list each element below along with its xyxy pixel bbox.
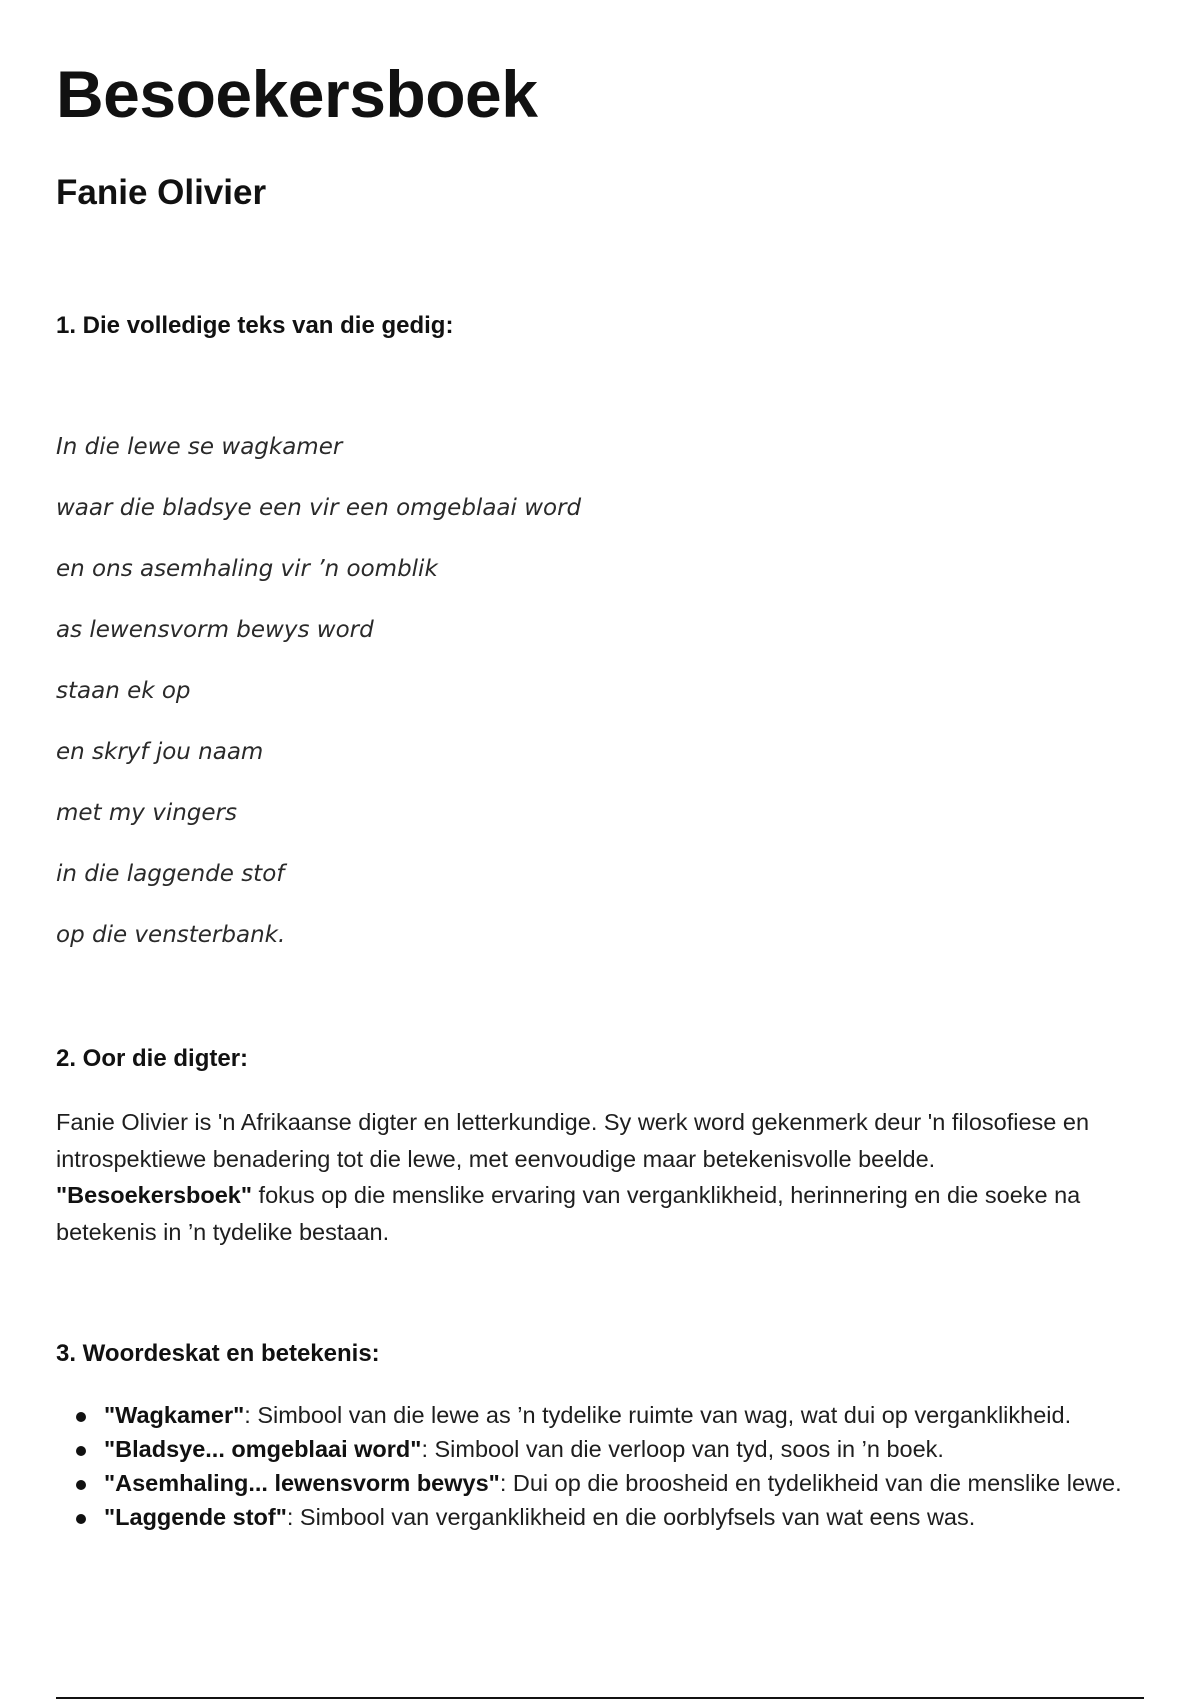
list-item [56,1432,1144,1466]
vocab-meaning: : Dui op die broosheid en tydelikheid van die menslike lewe. [499,1470,1122,1496]
bio-poem-title: "Besoekersboek" [56,1182,253,1208]
vocab-term: "Wagkamer" [104,1402,245,1428]
poem-line: waar die bladsye een vir een omgeblaai word [56,495,582,521]
vocabulary-list [56,1398,1144,1534]
poem-line: In die lewe se wagkamer [56,434,343,460]
vocab-term: "Laggende stof" [104,1504,287,1530]
author-name: Fanie Olivier [56,173,267,212]
bio-text: Fanie Olivier is 'n Afrikaanse digter en letterkundige. Sy werk word gekenmerk deur 'n filosofiese en introspektiewe benadering tot die lewe, met eenvoudige maar betekenisvolle beelde. [56,1109,1090,1172]
poem-line: op die vensterbank. [56,922,286,948]
poem-text [56,432,581,981]
section-heading-vocabulary: 3. Woordeskat en betekenis: [56,1340,380,1367]
list-item [56,1466,1144,1500]
vocab-meaning: : Simbool van die verloop van tyd, soos in ’n boek. [421,1436,944,1462]
section-heading-poem: 1. Die volledige teks van die gedig: [56,312,454,339]
bullet-icon [76,1412,86,1422]
vocab-meaning: : Simbool van verganklikheid en die oorblyfsels van wat eens was. [286,1504,976,1530]
horizontal-divider [56,1697,1144,1699]
poem-line: as lewensvorm bewys word [56,617,374,643]
bullet-icon [76,1446,86,1456]
poem-line: staan ek op [56,678,191,704]
section-heading-poet: 2. Oor die digter: [56,1045,249,1072]
poet-bio-paragraph [56,1104,1126,1250]
poem-line: in die laggende stof [56,861,285,887]
bio-text: fokus op die menslike ervaring van verganklikheid, herinnering en die soeke na betekenis in ’n tydelike bestaan. [56,1182,1081,1245]
vocab-term: "Bladsye... omgeblaai word" [104,1436,422,1462]
list-item [56,1398,1144,1432]
poem-line: met my vingers [56,800,237,826]
vocab-term: "Asemhaling... lewensvorm bewys" [104,1470,500,1496]
poem-line: en skryf jou naam [56,739,264,765]
vocab-meaning: : Simbool van die lewe as ’n tydelike ruimte van wag, wat dui op verganklikheid. [244,1402,1072,1428]
bullet-icon [76,1514,86,1524]
poem-line: en ons asemhaling vir ’n oomblik [56,556,438,582]
page-title: Besoekersboek [56,57,538,131]
bullet-icon [76,1480,86,1490]
list-item [56,1500,1144,1534]
